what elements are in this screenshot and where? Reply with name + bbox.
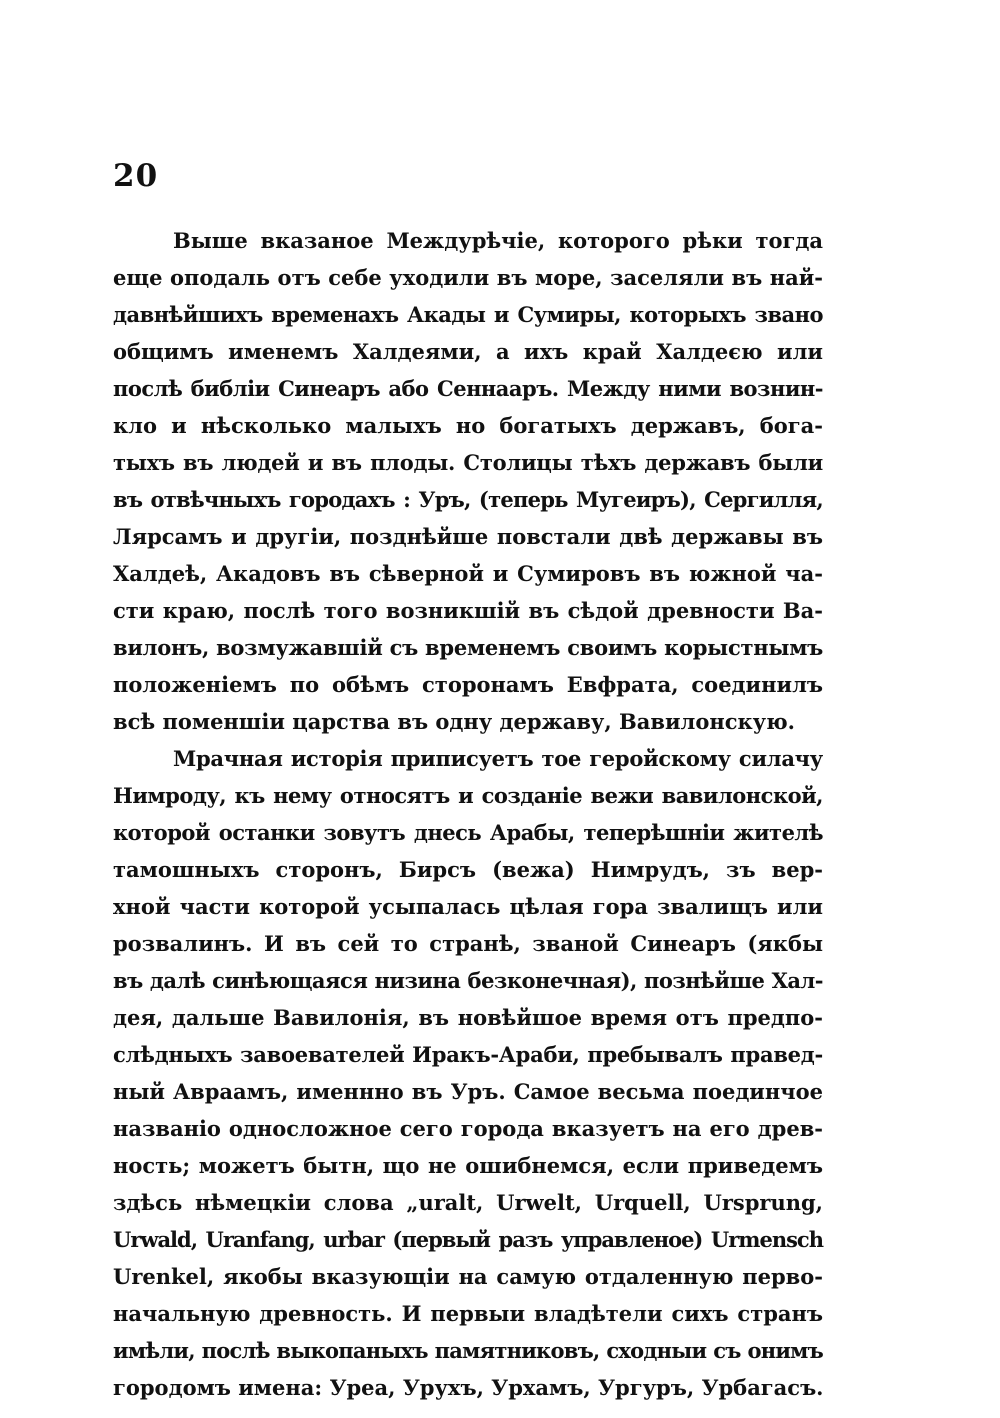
text-line: кло и нѣсколько малыхъ но богатыхъ державъ, бога- — [113, 413, 823, 438]
text-line: ный Авраамъ, именнно въ Уръ. Самое весьма поединчое — [113, 1079, 823, 1104]
body-text — [113, 222, 823, 1406]
text-line: въ далѣ синѣющаяся низина безконечная), познѣйше Хал- — [113, 968, 823, 993]
text-line: Мрачная исторія приписуетъ тое геройскому силачу — [173, 746, 823, 771]
text-line: всѣ поменшіи царства въ одну державу, Вавилонскую. — [113, 709, 795, 734]
text-line: въ отвѣчныхъ городахъ : Уръ, (теперь Мугеиръ), Сергилля, — [113, 487, 823, 512]
text-line: начальную древность. И первыи владѣтели сихъ странъ — [113, 1301, 823, 1326]
text-line: общимъ именемъ Халдеями, а ихъ край Халдеєю или — [113, 339, 823, 364]
text-line: имѣли, послѣ выкопаныхъ памятниковъ, сходныи съ онимъ — [113, 1338, 823, 1363]
text-line: Лярсамъ и другіи, позднѣйше повстали двѣ державы въ — [113, 524, 823, 549]
text-line: которой останки зовутъ днесь Арабы, теперѣшніи жителѣ — [113, 820, 823, 845]
text-line: здѣсь нѣмецкіи слова „uralt, Urwelt, Urquell, Ursprung, — [113, 1190, 823, 1215]
text-line: Нимроду, къ нему относятъ и созданіе вежи вавилонской, — [113, 783, 823, 808]
text-line: Urwald, Uranfang, urbar (первый разъ управленое) Urmensch — [113, 1227, 823, 1252]
text-line: названіо односложное сего города вказуетъ на его древ- — [113, 1116, 823, 1141]
text-line: розвалинъ. И въ сей то странѣ, званой Синеаръ (якбы — [113, 931, 823, 956]
text-line: еще оподаль отъ себе уходили въ море, заселяли въ най- — [113, 265, 823, 290]
text-line: тыхъ въ людей и въ плоды. Столицы тѣхъ державъ были — [113, 450, 823, 475]
text-line: положеніемъ по обѣмъ сторонамъ Евфрата, соединилъ — [113, 672, 823, 697]
text-line: городомъ имена: Уреа, Урухъ, Урхамъ, Ургуръ, Урбагасъ. — [113, 1375, 824, 1400]
text-line: сти краю, послѣ того возникшій въ сѣдой древности Ва- — [113, 598, 823, 623]
text-line: давнѣйшихъ временахъ Акады и Сумиры, которыхъ звано — [113, 302, 823, 327]
text-line: дея, дальше Вавилонія, въ новѣйшое время отъ предпо- — [113, 1005, 823, 1030]
text-line: Urenkel, якобы вказующіи на самую отдаленную перво- — [113, 1264, 823, 1289]
page-number: 20 — [113, 158, 159, 194]
text-line: тамошныхъ сторонъ, Бирсъ (вежа) Нимрудъ, зъ вер- — [113, 857, 823, 882]
text-line: Выше вказаное Междурѣчіе, которого рѣки тогда — [173, 228, 823, 253]
text-line: ность; можетъ бытн, що не ошибнемся, если приведемъ — [113, 1153, 823, 1178]
text-line: послѣ библіи Синеаръ або Сеннааръ. Между ними вознин- — [113, 376, 823, 401]
text-line: вилонъ, возмужавшій съ временемъ своимъ корыстнымъ — [113, 635, 824, 660]
text-line: слѣдныхъ завоевателей Иракъ-Араби, пребывалъ правед- — [113, 1042, 823, 1067]
text-line: хной части которой усыпалась цѣлая гора звалищъ или — [113, 894, 823, 919]
text-line: Халдеѣ, Акадовъ въ сѣверной и Сумировъ въ южной ча- — [113, 561, 823, 586]
